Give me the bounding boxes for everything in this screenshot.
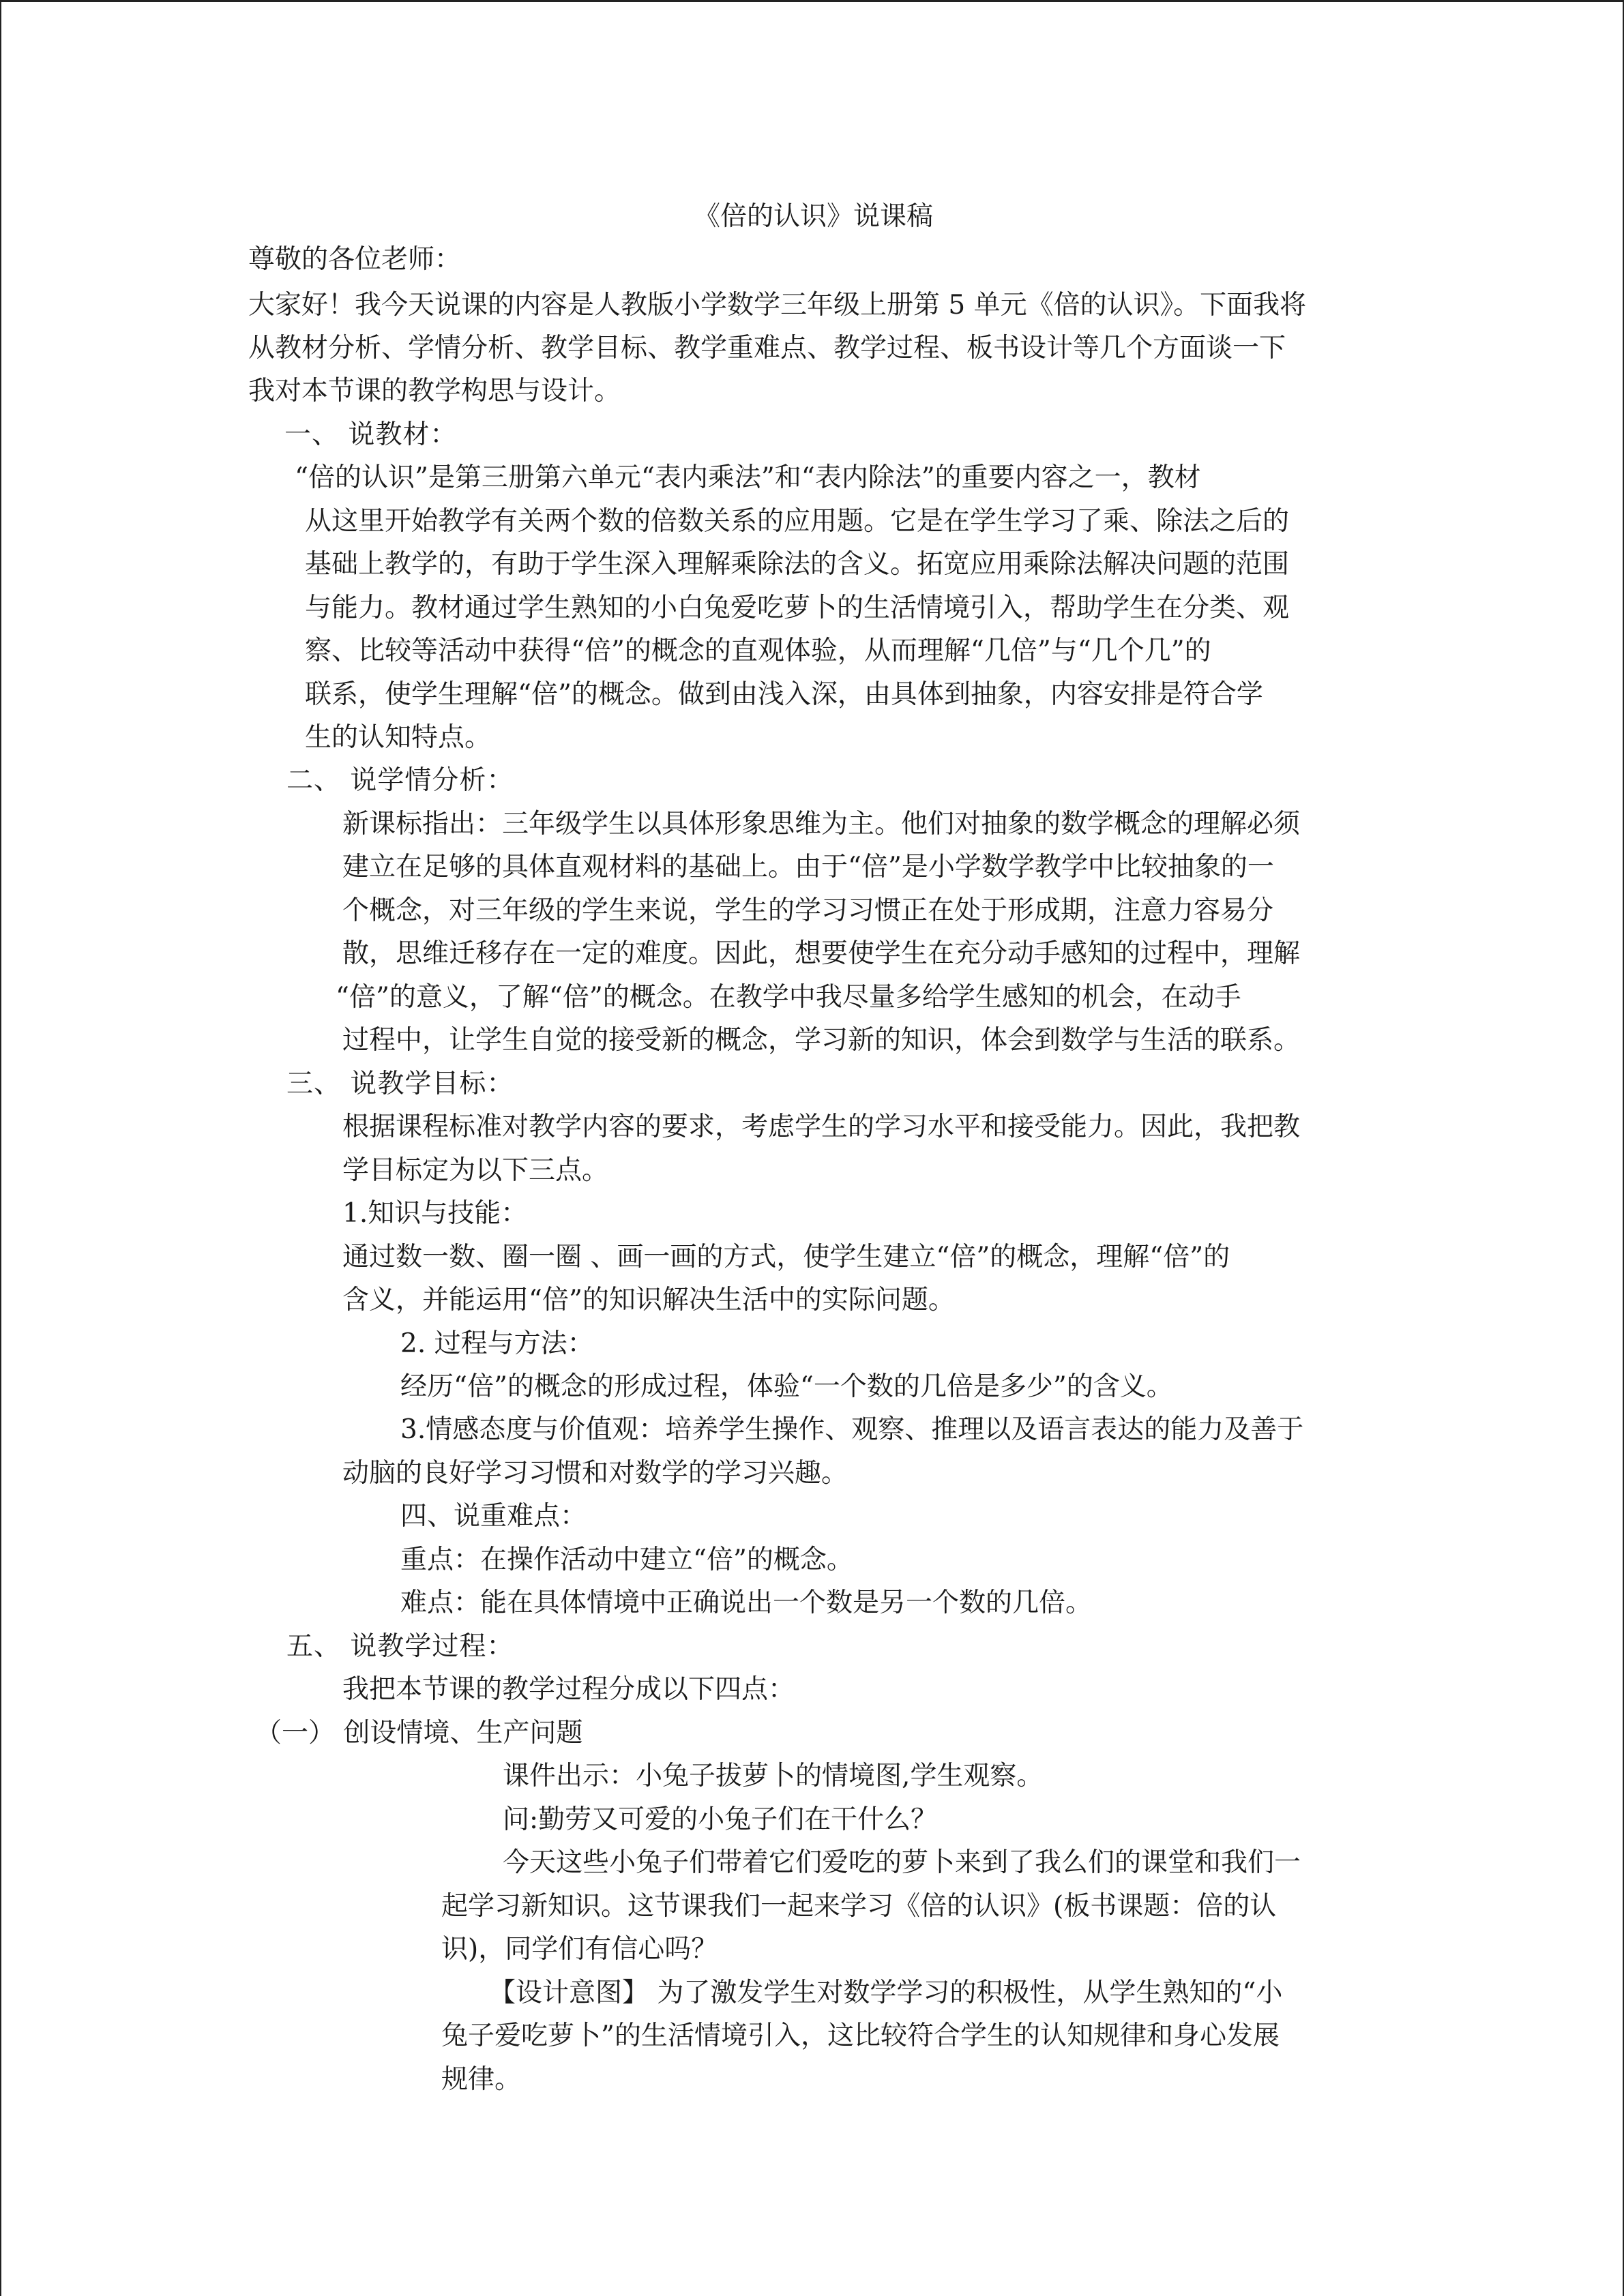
difficult-point: 难点：能在具体情境中正确说出一个数是另一个数的几倍。 <box>400 1587 1093 1618</box>
section-1-heading: 一、 说教材： <box>284 419 458 450</box>
paragraph-line: 生的认知特点。 <box>305 722 492 753</box>
intro-line: 我对本节课的教学构思与设计。 <box>248 376 621 406</box>
paragraph-line: 新课标指出：三年级学生以具体形象思维为主。他们对抽象的数学概念的理解必须 <box>342 809 1301 839</box>
paragraph-line: 识)，同学们有信心吗？ <box>441 1934 718 1965</box>
paragraph-line: 含义，并能运用“倍”的知识解决生活中的实际问题。 <box>342 1285 955 1315</box>
intro-line: 从教材分析、学情分析、教学目标、教学重难点、教学过程、板书设计等几个方面谈一下 <box>248 333 1286 363</box>
design-intent-line: 兔子爱吃萝卜”的生活情境引入，这比较符合学生的认知规律和身心发展 <box>441 2021 1280 2051</box>
section-2-heading: 二、 说学情分析： <box>286 765 514 796</box>
paragraph-line: 建立在足够的具体直观材料的基础上。由于“倍”是小学数学教学中比较抽象的一 <box>342 852 1274 882</box>
paragraph-line: 通过数一数、圈一圈 、画一画的方式，使学生建立“倍”的概念，理解“倍”的 <box>342 1242 1230 1272</box>
paragraph-line: “倍的认识”是第三册第六单元“表内乘法”和“表内除法”的重要内容之一，教材 <box>295 462 1201 493</box>
goal-1-label: 1.知识与技能： <box>342 1198 528 1229</box>
paragraph-line: 联系，使学生理解“倍”的概念。做到由浅入深，由具体到抽象，内容安排是符合学 <box>305 679 1263 710</box>
section-5-heading: 五、 说教学过程： <box>286 1631 514 1662</box>
paragraph-line: 学目标定为以下三点。 <box>342 1155 609 1186</box>
paragraph-line: 今天这些小兔子们带着它们爱吃的萝卜来到了我么们的课堂和我们一 <box>503 1847 1301 1878</box>
subsection-1-heading: （一） 创设情境、生产问题 <box>255 1718 583 1748</box>
paragraph-line: 动脑的良好学习习惯和对数学的学习兴趣。 <box>342 1458 848 1489</box>
paragraph-line: “倍”的意义，了解“倍”的概念。在教学中我尽量多给学生感知的机会，在动手 <box>336 982 1241 1013</box>
paragraph-line: 起学习新知识。这节课我们一起来学习《倍的认识》(板书课题：倍的认 <box>441 1891 1277 1922</box>
paragraph-line: 问:勤劳又可爱的小兔子们在干什么？ <box>503 1804 938 1835</box>
doc-title: 《倍的认识》说课稿 <box>694 201 934 232</box>
key-point: 重点：在操作活动中建立“倍”的概念。 <box>400 1545 853 1575</box>
paragraph-line: 经历“倍”的概念的形成过程，体验“一个数的几倍是多少”的含义。 <box>400 1371 1173 1402</box>
paragraph-line: 我把本节课的教学过程分成以下四点： <box>342 1674 795 1705</box>
paragraph-line: 个概念，对三年级的学生来说，学生的学习习惯正在处于形成期，注意力容易分 <box>342 895 1274 926</box>
paragraph-line: 根据课程标准对教学内容的要求，考虑学生的学习水平和接受能力。因此，我把教 <box>342 1112 1301 1142</box>
paragraph-line: 与能力。教材通过学生熟知的小白兔爱吃萝卜的生活情境引入，帮助学生在分类、观 <box>305 593 1290 623</box>
paragraph-line: 察、比较等活动中获得“倍”的概念的直观体验，从而理解“几倍”与“几个几”的 <box>305 636 1211 666</box>
goal-3-line: 3.情感态度与价值观：培养学生操作、观察、推理以及语言表达的能力及善于 <box>400 1414 1304 1445</box>
intro-line: 大家好！我今天说课的内容是人教版小学数学三年级上册第 5 单元《倍的认识》。下面我将 <box>248 290 1307 320</box>
design-intent-line: 【设计意图】 为了激发学生对数学学习的积极性，从学生熟知的“小 <box>489 1978 1283 2008</box>
goal-2-label: 2. 过程与方法： <box>400 1328 594 1359</box>
section-3-heading: 三、 说教学目标： <box>286 1069 514 1099</box>
paragraph-line: 课件出示：小兔子拔萝卜的情境图,学生观察。 <box>503 1761 1044 1791</box>
paragraph-line: 基础上教学的，有助于学生深入理解乘除法的含义。拓宽应用乘除法解决问题的范围 <box>305 549 1290 580</box>
design-intent-line: 规律。 <box>441 2064 522 2095</box>
section-4-heading: 四、说重难点： <box>400 1501 587 1532</box>
paragraph-line: 从这里开始教学有关两个数的倍数关系的应用题。它是在学生学习了乘、除法之后的 <box>305 506 1290 537</box>
greeting: 尊敬的各位老师： <box>248 244 462 275</box>
paragraph-line: 散，思维迁移存在一定的难度。因此，想要使学生在充分动手感知的过程中，理解 <box>342 938 1301 969</box>
paragraph-line: 过程中，让学生自觉的接受新的概念，学习新的知识，体会到数学与生活的联系。 <box>342 1025 1301 1056</box>
